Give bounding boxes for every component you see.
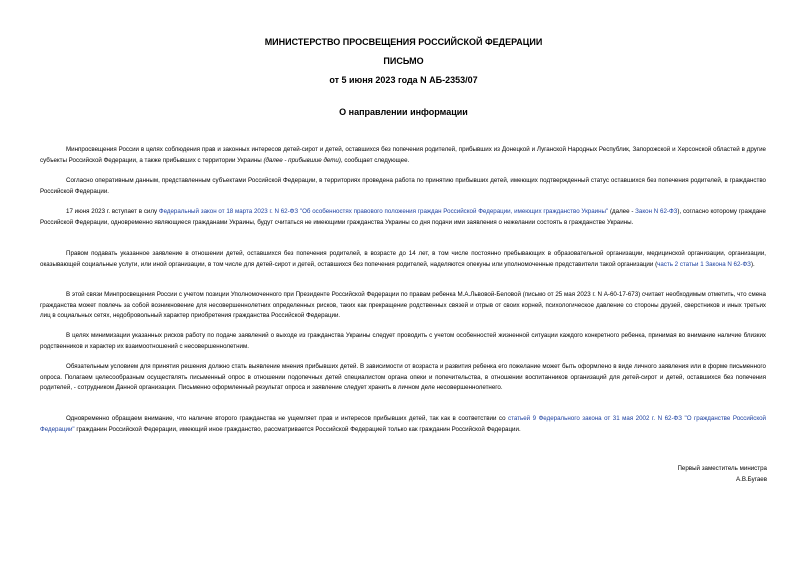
paragraph-text: В этой связи Минпросвещения России с учетом позиции Уполномоченного при Президенте Российской Федерации по правам ребенка М.А.Львовой-Беловой (письмо от 25 мая 2023 г. N А-60-17-673) считает необходимым отметить, что смена гражданства может повлечь за собой возникновение для несовершеннолетних определенных рисков, таких как прекращение родственных связей и отрыв от своих корней, психологическое давление со стороны друзей, сверстников и иных третьих лиц в социальных сетях, недобровольный характер приобретения гражданства Российской Федерации. bbox=[40, 291, 766, 319]
paragraph-text: Обязательным условием для принятия решения должно стать выявление мнения прибывших детей. В зависимости от возраста и развития ребенка его пожелание может быть оформлено в виде личного заявления или в форме письменного опроса. Полагаем целесообразным осуществлять письменный опрос в отношении подопечных детей специалистом органа опеки и попечительства, в отношении воспитанников организаций для детей-сирот и детей, оставшихся без попечения родителей, - сотрудником Данной организации. Письменно оформленный результат опроса и заявление следует хранить в личном деле несовершеннолетнего. bbox=[40, 363, 766, 391]
document-type: ПИСЬМО bbox=[383, 56, 424, 66]
paragraph-text: , сообщает следующее. bbox=[340, 156, 410, 164]
paragraph-text: В целях минимизации указанных рисков работу по подаче заявлений о выходе из гражданства Украины следует проводить с учетом особенностей жизненной ситуации каждого конкретного ребенка, принимая во внимание наличие близких родственников и характер их взаимоотношений с несовершеннолетним. bbox=[40, 332, 766, 350]
paragraph-text: 17 июня 2023 г. вступает в силу bbox=[66, 208, 159, 215]
signature-name: А.В.Бугаев bbox=[735, 476, 767, 483]
paragraph-7 bbox=[40, 362, 766, 394]
article-1-part-2-link[interactable]: часть 2 статьи 1 Закона N 62-ФЗ bbox=[657, 260, 751, 268]
paragraph-4 bbox=[40, 249, 766, 270]
paragraph-italic-note: (далее - прибывшие дети) bbox=[263, 156, 341, 164]
paragraph-text: гражданин Российской Федерации, имеющий иное гражданство, рассматривается Российской Федерацией только как гражданин Российской Федерации. bbox=[74, 425, 521, 433]
signature-position: Первый заместитель министра bbox=[677, 465, 767, 472]
paragraph-6 bbox=[40, 331, 766, 352]
paragraph-text: ). bbox=[750, 260, 755, 268]
document-subject: О направлении информации bbox=[339, 107, 468, 117]
paragraph-8 bbox=[40, 414, 766, 435]
paragraph-2 bbox=[40, 176, 766, 197]
paragraph-5 bbox=[40, 290, 766, 322]
paragraph-text: Правом подавать указанное заявление в отношении детей, оставшихся без попечения родителей, в возрасте до 14 лет, в том числе постоянно пребывающих в образовательной организации, медицинской организации, организации, оказывающей социальные услуги, или иной организации, в том числе для детей-сирот и детей, оставшихся без попечения родителей, наделяются опекуны или уполномоченные представители такой организации ( bbox=[40, 250, 766, 268]
paragraph-1 bbox=[40, 145, 766, 166]
document-date-number: от 5 июня 2023 года N АБ-2353/07 bbox=[329, 75, 478, 85]
article-9-citizenship-law-link[interactable]: статьей 9 Федерального закона от 31 мая 2002 г. N 62-ФЗ "О гражданстве Российской Федерации" bbox=[40, 415, 767, 433]
law-62fz-short-link[interactable]: Закон N 62-ФЗ bbox=[635, 208, 678, 215]
paragraph-text: Одновременно обращаем внимание, что наличие второго гражданства не ущемляет прав и интересов прибывших детей, так как в соответствии со bbox=[66, 415, 509, 422]
federal-law-62fz-link[interactable]: Федеральный закон от 18 марта 2023 г. N 62-ФЗ "Об особенностях правового положения граждан Российской Федерации, имеющих гражданство Украины" bbox=[158, 208, 609, 215]
paragraph-text: Согласно оперативным данным, представленным субъектами Российской Федерации, в территориях проведена работа по принятию прибывших детей, имеющих подтвержденный статус оставшихся без попечения родителей, в гражданство Российской Федерации. bbox=[40, 177, 766, 195]
paragraph-text: (далее - bbox=[608, 208, 636, 215]
paragraph-text: Минпросвещения России в целях соблюдения прав и законных интересов детей-сирот и детей, оставшихся без попечения родителей, прибывших из Донецкой и Луганской Народных Республик, Запорожской и Херсонской областей в другие субъекты Российской Федерации, а также прибывших с территории Украины bbox=[40, 146, 766, 164]
paragraph-3 bbox=[40, 207, 766, 228]
paragraph-text: ), согласно которому граждане Российской Федерации, одновременно являющиеся гражданами Украины, будут считаться не имеющими гражданства Украины со дня подачи ими заявления о нежелании состоять в гражданстве Украины. bbox=[40, 208, 766, 226]
ministry-title: МИНИСТЕРСТВО ПРОСВЕЩЕНИЯ РОССИЙСКОЙ ФЕДЕРАЦИИ bbox=[264, 37, 543, 47]
